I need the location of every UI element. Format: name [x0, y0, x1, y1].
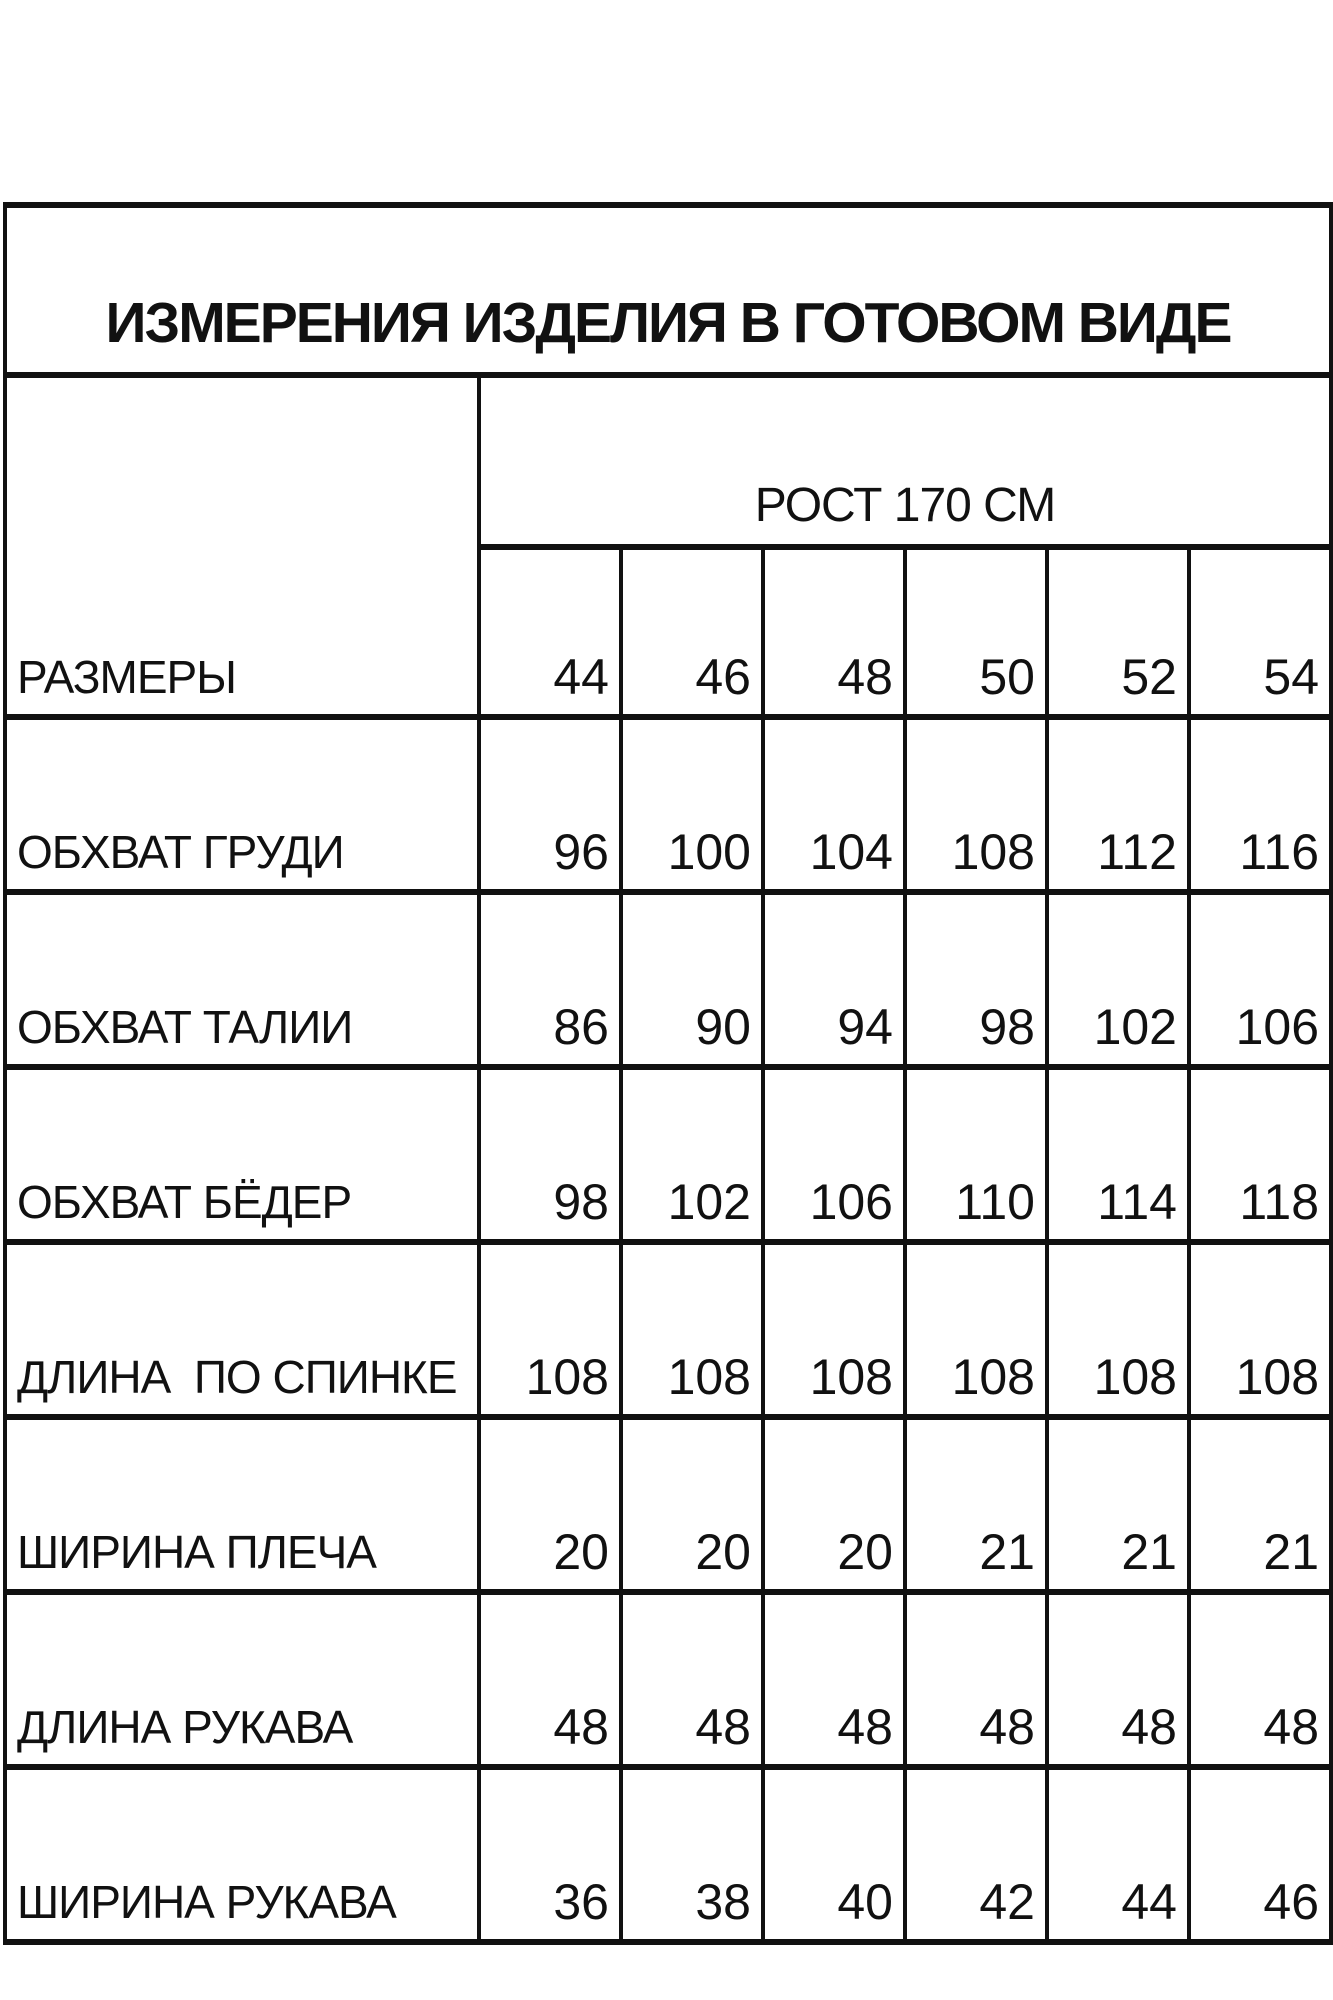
- measurement-label: ОБХВАТ ТАЛИИ: [5, 892, 479, 1067]
- measurement-value: 108: [479, 1242, 621, 1417]
- measurement-value: 46: [1189, 1767, 1331, 1942]
- table-title: ИЗМЕРЕНИЯ ИЗДЕЛИЯ В ГОТОВОМ ВИДЕ: [5, 205, 1331, 375]
- measurement-row: [5, 1242, 1331, 1417]
- measurement-value: 108: [621, 1242, 763, 1417]
- measurement-value: 114: [1047, 1067, 1189, 1242]
- measurement-value: 90: [621, 892, 763, 1067]
- measurement-value: 118: [1189, 1067, 1331, 1242]
- measurement-row: [5, 892, 1331, 1067]
- measurement-value: 21: [1189, 1417, 1331, 1592]
- measurement-label: ШИРИНА РУКАВА: [5, 1767, 479, 1942]
- measurement-row: [5, 717, 1331, 892]
- measurement-value: 108: [1189, 1242, 1331, 1417]
- size-value: 50: [905, 547, 1047, 717]
- measurement-label: ШИРИНА ПЛЕЧА: [5, 1417, 479, 1592]
- measurement-value: 112: [1047, 717, 1189, 892]
- size-value: 44: [479, 547, 621, 717]
- measurement-value: 102: [1047, 892, 1189, 1067]
- measurement-value: 98: [479, 1067, 621, 1242]
- measurement-value: 48: [763, 1592, 905, 1767]
- measurement-value: 104: [763, 717, 905, 892]
- height-header-row: [5, 375, 1331, 547]
- measurement-value: 42: [905, 1767, 1047, 1942]
- measurement-value: 108: [1047, 1242, 1189, 1417]
- measurement-value: 108: [763, 1242, 905, 1417]
- measurement-value: 48: [621, 1592, 763, 1767]
- measurement-value: 36: [479, 1767, 621, 1942]
- measurement-value: 38: [621, 1767, 763, 1942]
- sizes-row-label: РАЗМЕРЫ: [5, 375, 479, 717]
- measurement-value: 86: [479, 892, 621, 1067]
- measurement-value: 21: [1047, 1417, 1189, 1592]
- measurement-value: 48: [1047, 1592, 1189, 1767]
- measurement-value: 98: [905, 892, 1047, 1067]
- measurement-value: 21: [905, 1417, 1047, 1592]
- measurement-row: [5, 1592, 1331, 1767]
- measurement-value: 108: [905, 1242, 1047, 1417]
- title-row: [5, 205, 1331, 375]
- measurement-value: 116: [1189, 717, 1331, 892]
- height-header: РОСТ 170 СМ: [479, 375, 1331, 547]
- measurement-value: 106: [1189, 892, 1331, 1067]
- measurement-label: ДЛИНА ПО СПИНКЕ: [5, 1242, 479, 1417]
- measurement-row: [5, 1417, 1331, 1592]
- size-chart-table: [3, 202, 1333, 1945]
- measurement-label: ДЛИНА РУКАВА: [5, 1592, 479, 1767]
- size-value: 52: [1047, 547, 1189, 717]
- measurement-value: 96: [479, 717, 621, 892]
- size-value: 54: [1189, 547, 1331, 717]
- measurement-label: ОБХВАТ ГРУДИ: [5, 717, 479, 892]
- size-value: 46: [621, 547, 763, 717]
- measurement-value: 102: [621, 1067, 763, 1242]
- measurement-value: 20: [621, 1417, 763, 1592]
- measurement-label: ОБХВАТ БЁДЕР: [5, 1067, 479, 1242]
- measurement-value: 44: [1047, 1767, 1189, 1942]
- measurement-value: 48: [1189, 1592, 1331, 1767]
- measurement-value: 48: [905, 1592, 1047, 1767]
- measurement-value: 20: [479, 1417, 621, 1592]
- measurement-value: 94: [763, 892, 905, 1067]
- measurement-value: 48: [479, 1592, 621, 1767]
- measurement-value: 106: [763, 1067, 905, 1242]
- measurement-value: 20: [763, 1417, 905, 1592]
- measurement-value: 40: [763, 1767, 905, 1942]
- measurement-row: [5, 1067, 1331, 1242]
- measurement-value: 110: [905, 1067, 1047, 1242]
- size-value: 48: [763, 547, 905, 717]
- measurement-value: 100: [621, 717, 763, 892]
- measurement-row: [5, 1767, 1331, 1942]
- measurement-value: 108: [905, 717, 1047, 892]
